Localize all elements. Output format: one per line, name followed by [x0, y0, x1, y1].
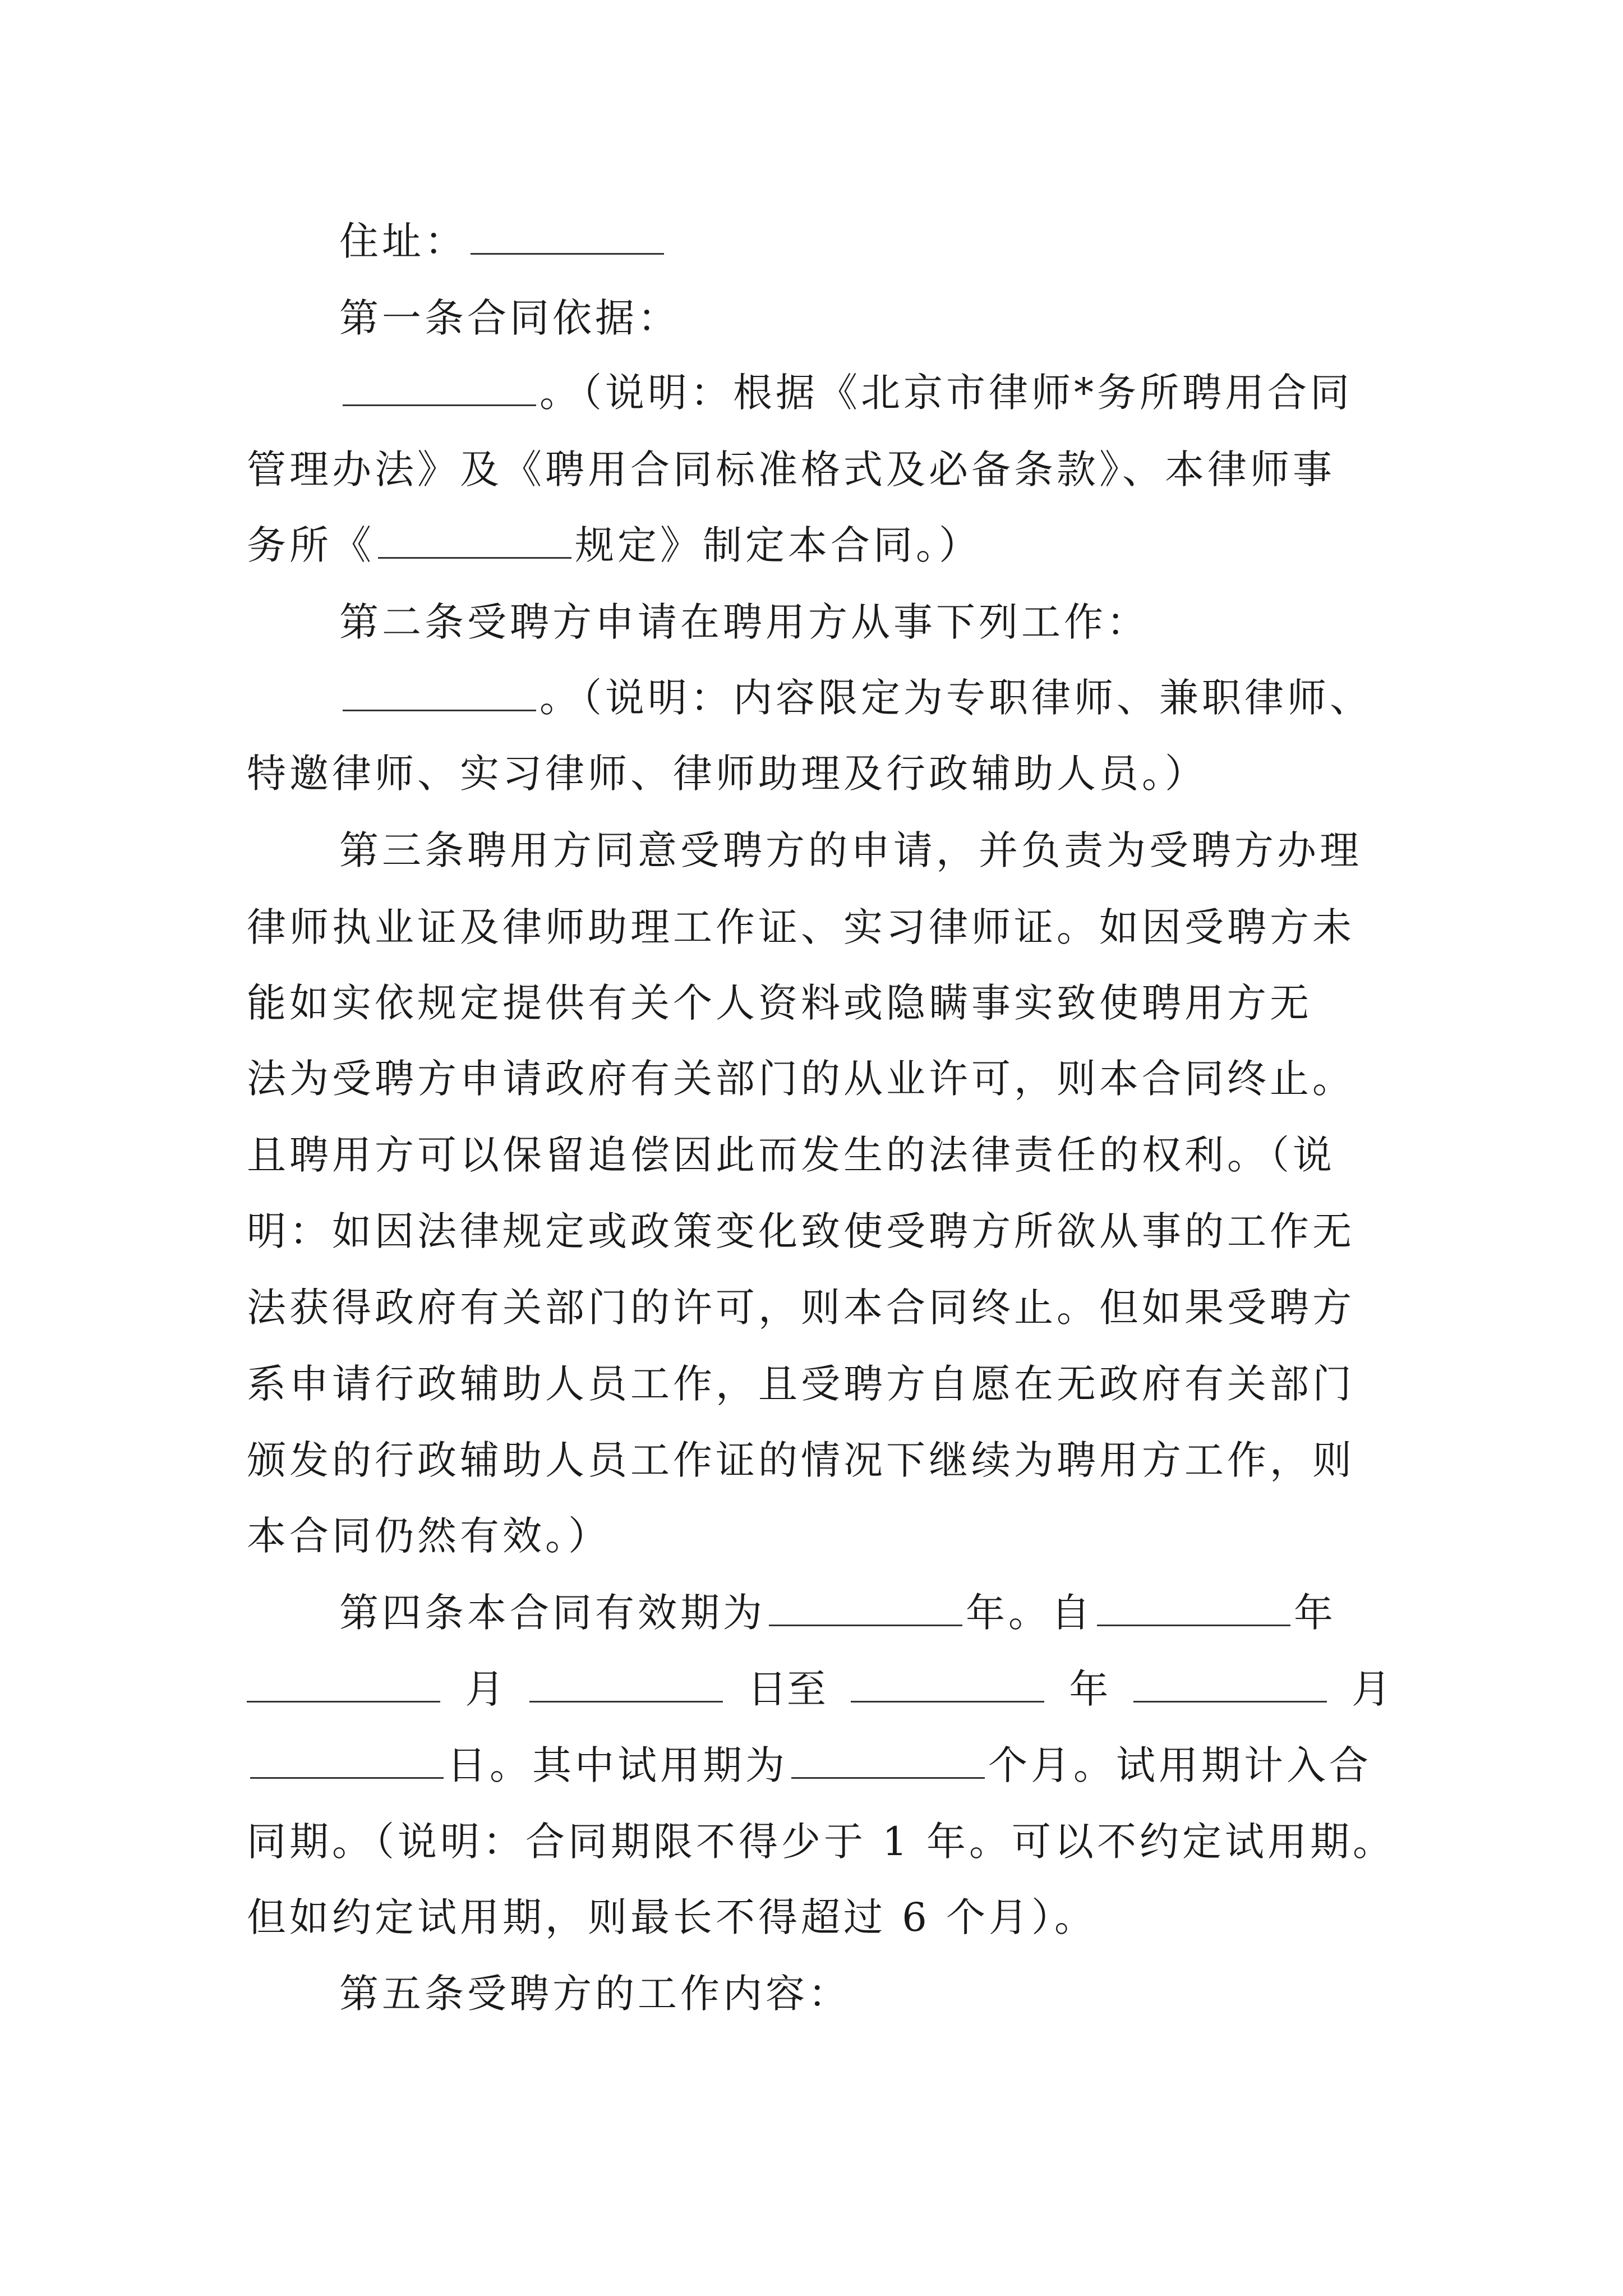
article4-start-month-blank[interactable] — [247, 1662, 440, 1703]
article3-line: 法为受聘方申请政府有关部门的从业许可，则本合同终止。 — [247, 1056, 1355, 1102]
article4-end-day-blank[interactable] — [250, 1738, 444, 1779]
article1-note-start: 。（说明：根据《北京市律师*务所聘用合同 — [540, 370, 1353, 416]
article4-line2 — [247, 1661, 1391, 1717]
article4-start-day-blank[interactable] — [529, 1662, 723, 1703]
article1-basis-blank[interactable] — [343, 365, 536, 406]
address-blank[interactable] — [471, 214, 664, 255]
article4-end-year-blank[interactable] — [851, 1662, 1044, 1703]
article1-note-line3-a: 务所《 — [247, 522, 375, 568]
article3-line: 第三条聘用方同意受聘方的申请，并负责为受聘方办理 — [339, 827, 1362, 873]
article3-line: 能如实依规定提供有关个人资料或隐瞒事实致使聘用方无 — [247, 980, 1312, 1026]
article3-line: 且聘用方可以保留追偿因此而发生的法律责任的权利。（说 — [247, 1132, 1335, 1178]
article2-note-line2: 特邀律师、实习律师、律师助理及行政辅助人员。） — [247, 751, 1207, 797]
article4-end-month-blank[interactable] — [1133, 1662, 1327, 1703]
article4-year1: 年。自 — [966, 1590, 1094, 1636]
article3-line: 颁发的行政辅助人员工作证的情况下继续为聘用方工作，则 — [247, 1437, 1355, 1483]
article2-note-line1 — [339, 670, 1391, 726]
article1-note-line3-b: 规定》制定本合同。） — [575, 522, 981, 568]
article1-heading: 第一条合同依据： — [339, 295, 680, 341]
article4-year2: 年 — [1294, 1590, 1336, 1636]
article2-work-blank[interactable] — [343, 670, 536, 711]
address-line — [339, 213, 1391, 269]
article4-note-line2: 但如约定试用期，则最长不得超过 6 个月）。 — [247, 1894, 1098, 1940]
address-label: 住址： — [339, 218, 467, 264]
article4-year3: 年 — [1069, 1666, 1109, 1712]
article2-note-start: 。（说明：内容限定为专职律师、兼职律师、 — [540, 675, 1372, 721]
article1-note-line3 — [247, 517, 1391, 573]
article4-prefix: 第四条本合同有效期为 — [339, 1590, 766, 1636]
article4-month1: 月 — [465, 1666, 505, 1712]
article4-line3 — [247, 1737, 1391, 1793]
article4-probation-suffix: 个月。试用期计入合 — [988, 1742, 1372, 1788]
article1-note-line2: 管理办法》及《聘用合同标准格式及必备条款》、本律师事 — [247, 447, 1335, 493]
article4-probation-blank[interactable] — [791, 1738, 985, 1779]
article1-rule-blank[interactable] — [378, 518, 571, 559]
article4-term-years-blank[interactable] — [769, 1585, 962, 1626]
article3-line: 法获得政府有关部门的许可，则本合同终止。但如果受聘方 — [247, 1285, 1355, 1331]
article3-line: 本合同仍然有效。） — [247, 1513, 611, 1559]
article1-note-line1 — [339, 365, 1391, 421]
article4-note-line1: 同期。（说明：合同期限不得少于 1 年。可以不约定试用期。 — [247, 1819, 1396, 1865]
article3-line: 系申请行政辅助人员工作，且受聘方自愿在无政府有关部门 — [247, 1361, 1355, 1407]
article3-line: 明：如因法律规定或政策变化致使受聘方所欲从事的工作无 — [247, 1208, 1355, 1254]
article5-heading: 第五条受聘方的工作内容： — [339, 1971, 851, 2017]
article4-day-end: 日。其中试用期为 — [447, 1742, 788, 1788]
article4-month2: 月 — [1351, 1666, 1391, 1712]
article3-line: 律师执业证及律师助理工作证、实习律师证。如因受聘方未 — [247, 904, 1355, 950]
article4-start-year-blank[interactable] — [1097, 1585, 1290, 1626]
article2-heading: 第二条受聘方申请在聘用方从事下列工作： — [339, 599, 1149, 645]
article4-day-to: 日至 — [747, 1666, 826, 1712]
article4-line1 — [339, 1585, 1391, 1641]
